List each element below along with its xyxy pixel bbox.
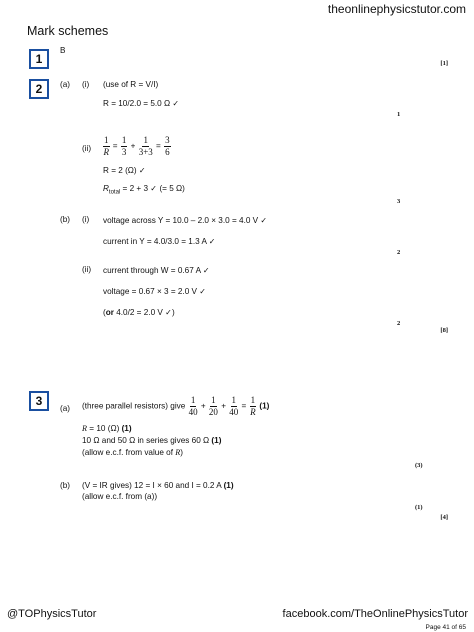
q3-b-line1: (V = IR gives) 12 = I × 60 and I = 0.2 A (1) xyxy=(82,481,234,490)
q2-sub-ii: (ii) xyxy=(82,144,92,153)
q2-bii-line2: voltage = 0.67 × 3 = 2.0 V ✓ xyxy=(103,287,207,296)
q1-mark: [1] xyxy=(440,60,448,67)
site-url: theonlinephysicstutor.com xyxy=(327,2,466,16)
q2-total-mark: [8] xyxy=(440,327,448,334)
question-2-number: 2 xyxy=(29,79,49,99)
q2-aii-equation: $\frac{1}{R}$ = $\frac{1}{3}$ + $\frac{1}{3+3}$ = $\frac{3}{6}$ xyxy=(103,135,170,157)
q2-sub-bi: (i) xyxy=(82,215,90,224)
footer-twitter-handle: @TOPhysicsTutor xyxy=(7,608,97,620)
page-number: Page 41 of 65 xyxy=(425,624,466,631)
q2-part-a: (a) xyxy=(60,80,71,89)
q2-bii-line1: current through W = 0.67 A ✓ xyxy=(103,266,210,275)
q2-bi-line2: current in Y = 4.0/3.0 = 1.3 A ✓ xyxy=(103,237,216,246)
page-title: Mark schemes xyxy=(27,24,109,38)
q3-b-mark: (1) xyxy=(415,504,423,511)
q3-a-line4: (allow e.c.f. from value of R) xyxy=(82,448,184,457)
q3-part-b: (b) xyxy=(60,481,71,490)
footer-facebook-link: facebook.com/TheOnlinePhysicsTutor xyxy=(282,608,468,620)
q2-aii-mark: 3 xyxy=(397,198,401,205)
q2-aii-line3: $R_{total} = 2 + 3$ ✓ (= 5 Ω) xyxy=(103,184,185,196)
q2-sub-i: (i) xyxy=(82,80,90,89)
q3-a-mark: (3) xyxy=(415,462,423,469)
q3-total-mark: [4] xyxy=(440,514,448,521)
question-1-number: 1 xyxy=(29,49,49,69)
q2-ai-line2: R = 10/2.0 = 5.0 Ω ✓ xyxy=(103,99,180,108)
q2-aii-line2: R = 2 (Ω) ✓ xyxy=(103,166,146,175)
q2-ai-mark: 1 xyxy=(397,111,401,118)
q3-part-a: (a) xyxy=(60,404,71,413)
q2-bii-line3: (or 4.0/2 = 2.0 V ✓) xyxy=(103,308,175,317)
q2-bii-mark: 2 xyxy=(397,320,401,327)
q2-sub-bii: (ii) xyxy=(82,265,92,274)
q3-a-equation: (three parallel resistors) give $\frac{1}{40}$ + $\frac{1}{20}$ + $\frac{1}{40}$ = $\frac{1}{R}$ (1) xyxy=(82,395,270,417)
q3-a-line3: 10 Ω and 50 Ω in series gives 60 Ω (1) xyxy=(82,436,222,445)
q3-b-line2: (allow e.c.f. from (a)) xyxy=(82,492,158,501)
q3-a-line2: R = 10 (Ω) (1) xyxy=(82,424,132,433)
q2-bi-line1: voltage across Y = 10.0 – 2.0 × 3.0 = 4.0 V ✓ xyxy=(103,216,268,225)
q1-answer: B xyxy=(60,46,66,55)
q2-ai-line1: (use of R = V/I) xyxy=(103,80,159,89)
q2-part-b: (b) xyxy=(60,215,71,224)
q2-bi-mark: 2 xyxy=(397,249,401,256)
question-3-number: 3 xyxy=(29,391,49,411)
